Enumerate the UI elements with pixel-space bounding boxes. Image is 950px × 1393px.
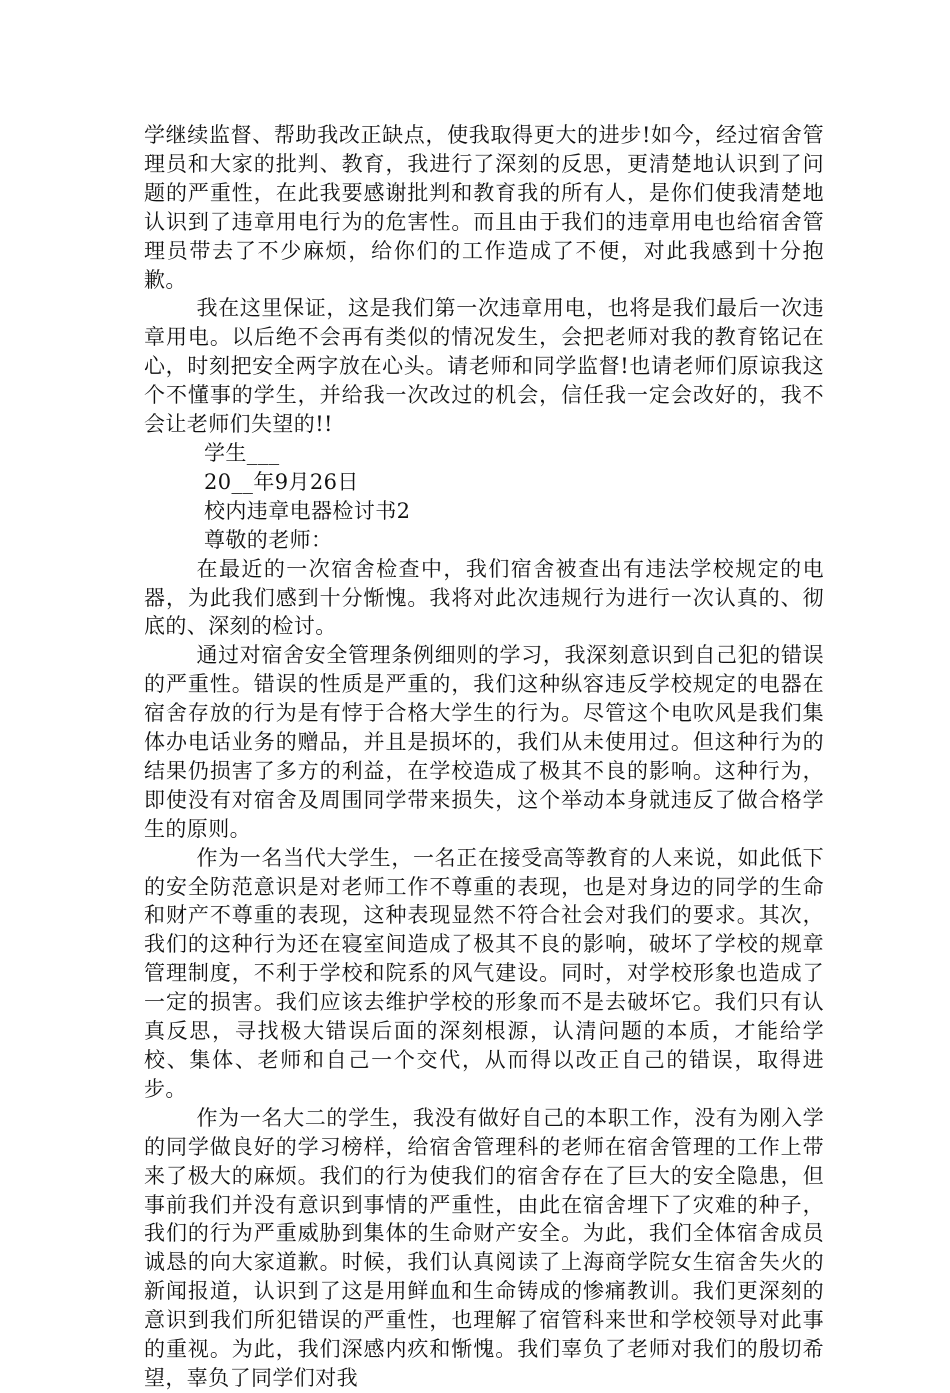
body-paragraph: 作为一名当代大学生，一名正在接受高等教育的人来说，如此低下的安全防范意识是对老师工作不尊重的表现，也是对身边的同学的生命和财产不尊重的表现，这种表现显然不符合社会对我们的要求。其次，我们的这种行为还在寝室间造成了极其不良的影响，破坏了学校的规章管理制度，不利于学校和院系的风气建设。同时，对学校形象也造成了一定的损害。我们应该去维护学校的形象而不是去破坏它。我们只有认真反思，寻找极大错误后面的深刻根源，认清问题的本质，才能给学校、集体、老师和自己一个交代，从而得以改正自己的错误，取得进步。 <box>144 845 824 1101</box>
date-line: 20__年9月26日 <box>204 469 359 494</box>
body-paragraph: 在最近的一次宿舍检查中，我们宿舍被查出有违法学校规定的电器，为此我们感到十分惭愧。我将对此次违规行为进行一次认真的、彻底的、深刻的检讨。 <box>144 556 824 639</box>
document-body <box>144 121 824 1393</box>
salutation: 尊敬的老师： <box>204 527 333 552</box>
paragraph-continuation: 学继续监督、帮助我改正缺点，使我取得更大的进步!如今，经过宿舍管理员和大家的批判、教育，我进行了深刻的反思，更清楚地认识到了问题的严重性，在此我要感谢批判和教育我的所有人，是你们使我清楚地认识到了违章用电行为的危害性。而且由于我们的违章用电也给宿舍管理员带去了不少麻烦，给你们的工作造成了不便，对此我感到十分抱歉。 <box>144 123 824 292</box>
section-title: 校内违章电器检讨书2 <box>204 498 411 523</box>
body-paragraph: 作为一名大二的学生，我没有做好自己的本职工作，没有为刚入学的同学做良好的学习榜样，给宿舍管理科的老师在宿舍管理的工作上带来了极大的麻烦。我们的行为使我们的宿舍存在了巨大的安全隐患，但事前我们并没有意识到事情的严重性，由此在宿舍埋下了灾难的种子，我们的行为严重威胁到集体的生命财产安全。为此，我们全体宿舍成员诚恳的向大家道歉。时候，我们认真阅读了上海商学院女生宿舍失火的新闻报道，认识到了这是用鲜血和生命铸成的惨痛教训。我们更深刻的意识到我们所犯错误的严重性，也理解了宿管科来世和学校领导对此事的重视。为此，我们深感内疚和惭愧。我们辜负了老师对我们的殷切希望，辜负了同学们对我 <box>144 1105 824 1390</box>
signature-line: 学生___ <box>204 440 280 465</box>
body-paragraph: 通过对宿舍安全管理条例细则的学习，我深刻意识到自己犯的错误的严重性。错误的性质是严重的，我们这种纵容违反学校规定的电器在宿舍存放的行为是有悖于合格大学生的行为。尽管这个电吹风是我们集体办电话业务的赠品，并且是损坏的，我们从未使用过。但这种行为的结果仍损害了多方的利益，在学校造成了极其不良的影响。这种行为，即使没有对宿舍及周围同学带来损失，这个举动本身就违反了做合格学生的原则。 <box>144 643 824 841</box>
paragraph-guarantee: 我在这里保证，这是我们第一次违章用电，也将是我们最后一次违章用电。以后绝不会再有类似的情况发生，会把老师对我的教育铭记在心，时刻把安全两字放在心头。请老师和同学监督!也请老师们原谅我这个不懂事的学生，并给我一次改过的机会，信任我一定会改好的，我不会让老师们失望的!! <box>144 296 824 437</box>
